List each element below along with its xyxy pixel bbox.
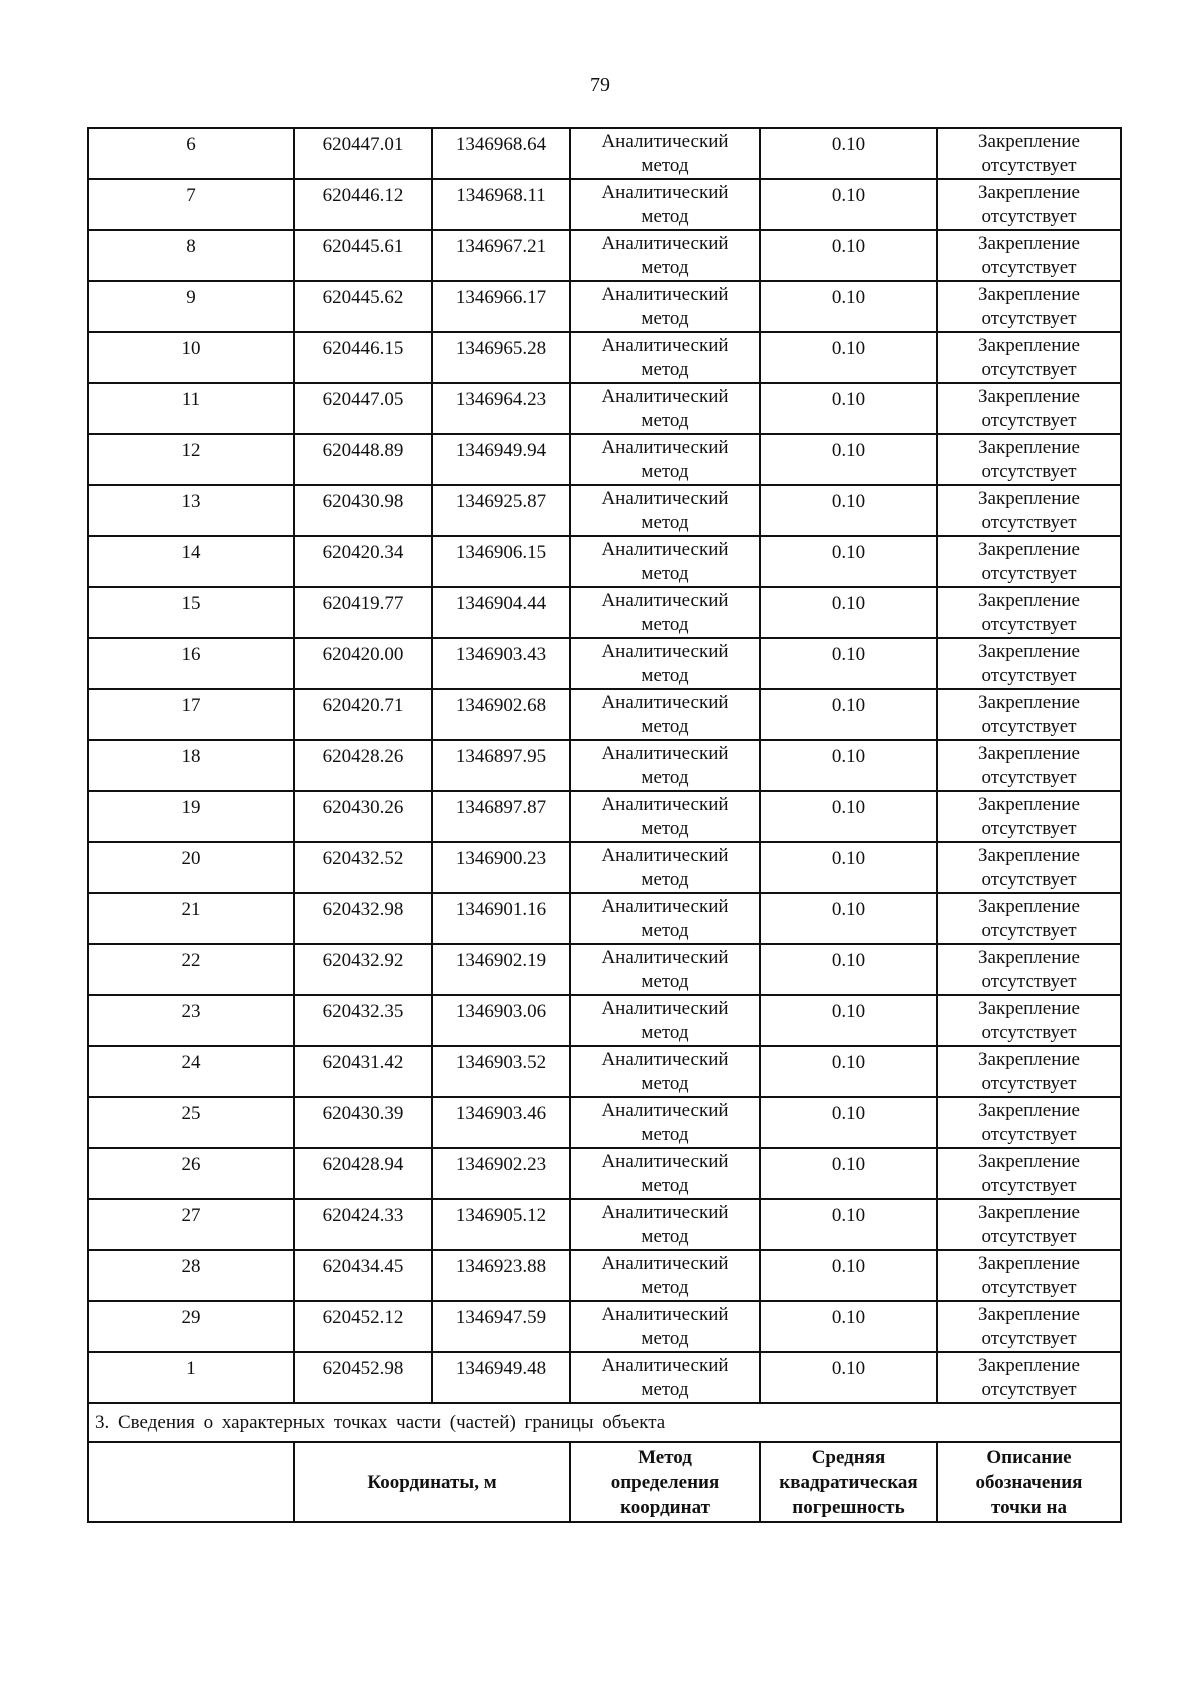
description-line: Закрепление (978, 590, 1080, 611)
description-line: Закрепление (978, 386, 1080, 407)
method-line: Аналитический (601, 1100, 729, 1121)
method-line: Аналитический (601, 947, 729, 968)
mean-square-error: 0.10 (760, 383, 937, 434)
method-line: Аналитический (601, 590, 729, 611)
coordinate-x: 620452.98 (294, 1352, 432, 1403)
mean-square-error: 0.10 (760, 128, 937, 179)
coordinate-y: 1346903.46 (432, 1097, 570, 1148)
section-heading-row (88, 1403, 1121, 1442)
method-cell (570, 740, 760, 791)
point-number: 24 (88, 1046, 294, 1097)
method-line: Аналитический (601, 284, 729, 305)
page-number: 79 (590, 74, 610, 96)
description-line: Закрепление (978, 1151, 1080, 1172)
section-number: 3. (95, 1412, 110, 1433)
description-line: Закрепление (978, 182, 1080, 203)
coordinate-y: 1346902.68 (432, 689, 570, 740)
table-row (88, 842, 1121, 893)
description-line: Закрепление (978, 1100, 1080, 1121)
method-cell (570, 434, 760, 485)
mean-square-error: 0.10 (760, 1046, 937, 1097)
description-line: отсутствует (981, 1022, 1077, 1043)
table-row (88, 995, 1121, 1046)
table-row (88, 1199, 1121, 1250)
table-row (88, 791, 1121, 842)
description-cell (937, 383, 1121, 434)
coordinate-y: 1346900.23 (432, 842, 570, 893)
table-row (88, 1148, 1121, 1199)
method-line: метод (641, 818, 689, 839)
mean-square-error: 0.10 (760, 1250, 937, 1301)
method-line: Аналитический (601, 692, 729, 713)
point-number: 13 (88, 485, 294, 536)
coordinate-x: 620447.05 (294, 383, 432, 434)
method-cell (570, 230, 760, 281)
description-line: отсутствует (981, 1226, 1077, 1247)
coordinate-y: 1346949.48 (432, 1352, 570, 1403)
coordinate-x: 620430.39 (294, 1097, 432, 1148)
method-cell (570, 281, 760, 332)
coordinate-y: 1346966.17 (432, 281, 570, 332)
description-line: Закрепление (978, 488, 1080, 509)
description-line: Закрепление (978, 1355, 1080, 1376)
method-line: Аналитический (601, 794, 729, 815)
description-cell (937, 1250, 1121, 1301)
method-cell (570, 995, 760, 1046)
section-title: Сведения о характерных точках части (частей) границы объекта (118, 1412, 666, 1433)
mean-square-error: 0.10 (760, 332, 937, 383)
mean-square-error: 0.10 (760, 791, 937, 842)
point-number: 14 (88, 536, 294, 587)
method-line: метод (641, 257, 689, 278)
method-line: Аналитический (601, 1253, 729, 1274)
mean-square-error: 0.10 (760, 281, 937, 332)
method-line: Аналитический (601, 743, 729, 764)
mean-square-error: 0.10 (760, 179, 937, 230)
description-line: Закрепление (978, 1202, 1080, 1223)
coordinate-y: 1346902.23 (432, 1148, 570, 1199)
table-row (88, 587, 1121, 638)
header-error-line: квадратическая (779, 1471, 918, 1493)
coordinate-y: 1346903.43 (432, 638, 570, 689)
table-row (88, 1301, 1121, 1352)
mean-square-error: 0.10 (760, 434, 937, 485)
method-line: метод (641, 767, 689, 788)
description-line: отсутствует (981, 410, 1077, 431)
coordinate-y: 1346897.87 (432, 791, 570, 842)
method-cell (570, 1148, 760, 1199)
method-cell (570, 1250, 760, 1301)
point-number: 25 (88, 1097, 294, 1148)
table-row (88, 1352, 1121, 1403)
method-cell (570, 1046, 760, 1097)
description-line: Закрепление (978, 998, 1080, 1019)
coordinate-y: 1346968.64 (432, 128, 570, 179)
description-line: Закрепление (978, 233, 1080, 254)
method-line: метод (641, 920, 689, 941)
description-line: отсутствует (981, 1124, 1077, 1145)
coordinate-x: 620430.98 (294, 485, 432, 536)
description-cell (937, 536, 1121, 587)
method-line: метод (641, 716, 689, 737)
method-cell (570, 944, 760, 995)
table-row (88, 434, 1121, 485)
coordinate-x: 620446.12 (294, 179, 432, 230)
description-line: отсутствует (981, 716, 1077, 737)
coordinate-y: 1346947.59 (432, 1301, 570, 1352)
method-cell (570, 842, 760, 893)
description-line: Закрепление (978, 794, 1080, 815)
method-line: Аналитический (601, 1355, 729, 1376)
coordinate-y: 1346968.11 (432, 179, 570, 230)
method-line: метод (641, 665, 689, 686)
table-row (88, 281, 1121, 332)
description-cell (937, 1148, 1121, 1199)
coordinate-x: 620445.61 (294, 230, 432, 281)
description-cell (937, 332, 1121, 383)
description-line: отсутствует (981, 920, 1077, 941)
point-number: 15 (88, 587, 294, 638)
method-line: Аналитический (601, 233, 729, 254)
coordinate-y: 1346904.44 (432, 587, 570, 638)
description-line: Закрепление (978, 896, 1080, 917)
description-line: Закрепление (978, 845, 1080, 866)
mean-square-error: 0.10 (760, 230, 937, 281)
coordinate-x: 620420.71 (294, 689, 432, 740)
description-line: отсутствует (981, 665, 1077, 686)
method-line: Аналитический (601, 998, 729, 1019)
method-cell (570, 587, 760, 638)
description-cell (937, 944, 1121, 995)
method-cell (570, 893, 760, 944)
description-line: отсутствует (981, 512, 1077, 533)
coordinate-y: 1346903.06 (432, 995, 570, 1046)
description-cell (937, 1097, 1121, 1148)
header-description-line: обозначения (975, 1471, 1083, 1493)
description-cell (937, 587, 1121, 638)
coordinate-x: 620420.34 (294, 536, 432, 587)
table-row (88, 1250, 1121, 1301)
method-line: Аналитический (601, 845, 729, 866)
description-cell (937, 1046, 1121, 1097)
point-number: 19 (88, 791, 294, 842)
description-cell (937, 485, 1121, 536)
description-line: отсутствует (981, 359, 1077, 380)
description-cell (937, 179, 1121, 230)
method-line: Аналитический (601, 182, 729, 203)
table-row (88, 893, 1121, 944)
description-line: отсутствует (981, 1328, 1077, 1349)
method-line: метод (641, 359, 689, 380)
description-line: Закрепление (978, 743, 1080, 764)
description-cell (937, 434, 1121, 485)
header-method (570, 1442, 760, 1522)
description-line: Закрепление (978, 641, 1080, 662)
method-line: Аналитический (601, 539, 729, 560)
description-line: отсутствует (981, 461, 1077, 482)
point-number: 21 (88, 893, 294, 944)
method-cell (570, 383, 760, 434)
method-line: Аналитический (601, 131, 729, 152)
coordinate-x: 620452.12 (294, 1301, 432, 1352)
point-number: 17 (88, 689, 294, 740)
table-row (88, 383, 1121, 434)
point-number: 28 (88, 1250, 294, 1301)
header-error-line: погрешность (792, 1496, 905, 1518)
coordinate-x: 620428.94 (294, 1148, 432, 1199)
description-line: отсутствует (981, 1379, 1077, 1400)
method-line: Аналитический (601, 1304, 729, 1325)
point-number: 29 (88, 1301, 294, 1352)
method-line: метод (641, 155, 689, 176)
method-line: метод (641, 1022, 689, 1043)
mean-square-error: 0.10 (760, 689, 937, 740)
mean-square-error: 0.10 (760, 893, 937, 944)
header-method-line: определения (610, 1471, 720, 1493)
description-line: отсутствует (981, 971, 1077, 992)
method-cell (570, 128, 760, 179)
description-line: отсутствует (981, 206, 1077, 227)
method-line: Аналитический (601, 1202, 729, 1223)
mean-square-error: 0.10 (760, 1352, 937, 1403)
method-line: Аналитический (601, 641, 729, 662)
point-number: 1 (88, 1352, 294, 1403)
mean-square-error: 0.10 (760, 944, 937, 995)
description-line: Закрепление (978, 131, 1080, 152)
description-line: отсутствует (981, 818, 1077, 839)
method-cell (570, 485, 760, 536)
method-cell (570, 1352, 760, 1403)
method-cell (570, 179, 760, 230)
method-line: Аналитический (601, 1049, 729, 1070)
description-line: отсутствует (981, 1277, 1077, 1298)
coordinate-x: 620419.77 (294, 587, 432, 638)
method-line: метод (641, 206, 689, 227)
description-line: Закрепление (978, 335, 1080, 356)
header-description-line: Описание (986, 1446, 1072, 1468)
method-line: метод (641, 614, 689, 635)
coordinate-y: 1346906.15 (432, 536, 570, 587)
header-error (760, 1442, 937, 1522)
header-description (937, 1442, 1121, 1522)
point-number: 10 (88, 332, 294, 383)
mean-square-error: 0.10 (760, 638, 937, 689)
table-row (88, 638, 1121, 689)
header-error-line: Средняя (811, 1446, 886, 1468)
description-line: отсутствует (981, 563, 1077, 584)
point-number: 23 (88, 995, 294, 1046)
coordinate-y: 1346949.94 (432, 434, 570, 485)
description-line: отсутствует (981, 155, 1077, 176)
table-row (88, 485, 1121, 536)
description-line: Закрепление (978, 539, 1080, 560)
coordinate-x: 620420.00 (294, 638, 432, 689)
table-row (88, 230, 1121, 281)
coordinate-x: 620447.01 (294, 128, 432, 179)
description-line: отсутствует (981, 767, 1077, 788)
table-row (88, 179, 1121, 230)
description-line: Закрепление (978, 692, 1080, 713)
coordinate-x: 620431.42 (294, 1046, 432, 1097)
coordinate-y: 1346965.28 (432, 332, 570, 383)
coordinate-y: 1346905.12 (432, 1199, 570, 1250)
header-coordinates: Координаты, м (294, 1442, 570, 1522)
description-cell (937, 128, 1121, 179)
description-cell (937, 638, 1121, 689)
table-row (88, 332, 1121, 383)
description-line: Закрепление (978, 1049, 1080, 1070)
table-row (88, 128, 1121, 179)
description-line: отсутствует (981, 614, 1077, 635)
mean-square-error: 0.10 (760, 842, 937, 893)
point-number: 16 (88, 638, 294, 689)
coordinate-x: 620448.89 (294, 434, 432, 485)
method-line: метод (641, 1328, 689, 1349)
description-line: Закрепление (978, 947, 1080, 968)
description-cell (937, 995, 1121, 1046)
description-cell (937, 689, 1121, 740)
method-line: метод (641, 1277, 689, 1298)
description-cell (937, 893, 1121, 944)
method-cell (570, 536, 760, 587)
method-line: Аналитический (601, 335, 729, 356)
description-line: отсутствует (981, 1073, 1077, 1094)
coordinate-x: 620432.52 (294, 842, 432, 893)
coordinate-y: 1346923.88 (432, 1250, 570, 1301)
method-line: метод (641, 869, 689, 890)
mean-square-error: 0.10 (760, 1199, 937, 1250)
method-line: метод (641, 461, 689, 482)
mean-square-error: 0.10 (760, 1148, 937, 1199)
method-cell (570, 1199, 760, 1250)
point-number: 20 (88, 842, 294, 893)
table-row (88, 536, 1121, 587)
coordinate-y: 1346967.21 (432, 230, 570, 281)
description-cell (937, 281, 1121, 332)
table-row (88, 689, 1121, 740)
description-cell (937, 740, 1121, 791)
coordinate-y: 1346897.95 (432, 740, 570, 791)
coordinate-y: 1346903.52 (432, 1046, 570, 1097)
method-line: метод (641, 512, 689, 533)
description-line: отсутствует (981, 869, 1077, 890)
header-method-line: Метод (638, 1446, 692, 1468)
coordinate-x: 620445.62 (294, 281, 432, 332)
point-number: 18 (88, 740, 294, 791)
description-line: отсутствует (981, 257, 1077, 278)
method-line: метод (641, 1124, 689, 1145)
mean-square-error: 0.10 (760, 740, 937, 791)
description-line: Закрепление (978, 437, 1080, 458)
table-row (88, 740, 1121, 791)
point-number: 6 (88, 128, 294, 179)
method-cell (570, 791, 760, 842)
coordinates-table (87, 127, 1122, 1523)
header-method-line: координат (620, 1496, 710, 1518)
point-number: 12 (88, 434, 294, 485)
method-cell (570, 689, 760, 740)
header-point-number-cell (88, 1442, 294, 1522)
coordinate-x: 620428.26 (294, 740, 432, 791)
coordinate-x: 620430.26 (294, 791, 432, 842)
method-line: метод (641, 1379, 689, 1400)
header-description-line: точки на (991, 1496, 1067, 1518)
point-number: 7 (88, 179, 294, 230)
description-cell (937, 1352, 1121, 1403)
coordinate-x: 620432.98 (294, 893, 432, 944)
method-line: Аналитический (601, 1151, 729, 1172)
table-row (88, 944, 1121, 995)
method-line: метод (641, 1073, 689, 1094)
section-heading (88, 1403, 1121, 1442)
table-header-row (88, 1442, 1121, 1522)
point-number: 22 (88, 944, 294, 995)
coordinate-x: 620424.33 (294, 1199, 432, 1250)
description-cell (937, 1199, 1121, 1250)
point-number: 26 (88, 1148, 294, 1199)
coordinate-x: 620434.45 (294, 1250, 432, 1301)
coordinate-y: 1346901.16 (432, 893, 570, 944)
point-number: 27 (88, 1199, 294, 1250)
method-line: Аналитический (601, 896, 729, 917)
mean-square-error: 0.10 (760, 1301, 937, 1352)
method-line: метод (641, 971, 689, 992)
coordinate-y: 1346925.87 (432, 485, 570, 536)
method-line: метод (641, 410, 689, 431)
coordinate-y: 1346964.23 (432, 383, 570, 434)
coordinate-x: 620432.35 (294, 995, 432, 1046)
coordinates-table-body (88, 128, 1121, 1403)
mean-square-error: 0.10 (760, 1097, 937, 1148)
mean-square-error: 0.10 (760, 485, 937, 536)
description-line: отсутствует (981, 308, 1077, 329)
method-cell (570, 332, 760, 383)
point-number: 11 (88, 383, 294, 434)
description-line: Закрепление (978, 1304, 1080, 1325)
description-line: отсутствует (981, 1175, 1077, 1196)
coordinate-x: 620432.92 (294, 944, 432, 995)
method-cell (570, 638, 760, 689)
description-cell (937, 1301, 1121, 1352)
description-line: Закрепление (978, 284, 1080, 305)
coordinate-x: 620446.15 (294, 332, 432, 383)
method-line: Аналитический (601, 386, 729, 407)
method-cell (570, 1301, 760, 1352)
method-line: метод (641, 1226, 689, 1247)
method-cell (570, 1097, 760, 1148)
mean-square-error: 0.10 (760, 536, 937, 587)
mean-square-error: 0.10 (760, 995, 937, 1046)
method-line: метод (641, 563, 689, 584)
description-cell (937, 791, 1121, 842)
point-number: 8 (88, 230, 294, 281)
mean-square-error: 0.10 (760, 587, 937, 638)
coordinate-y: 1346902.19 (432, 944, 570, 995)
point-number: 9 (88, 281, 294, 332)
method-line: Аналитический (601, 437, 729, 458)
method-line: Аналитический (601, 488, 729, 509)
description-cell (937, 230, 1121, 281)
table-row (88, 1046, 1121, 1097)
method-line: метод (641, 308, 689, 329)
table-row (88, 1097, 1121, 1148)
description-cell (937, 842, 1121, 893)
method-line: метод (641, 1175, 689, 1196)
description-line: Закрепление (978, 1253, 1080, 1274)
